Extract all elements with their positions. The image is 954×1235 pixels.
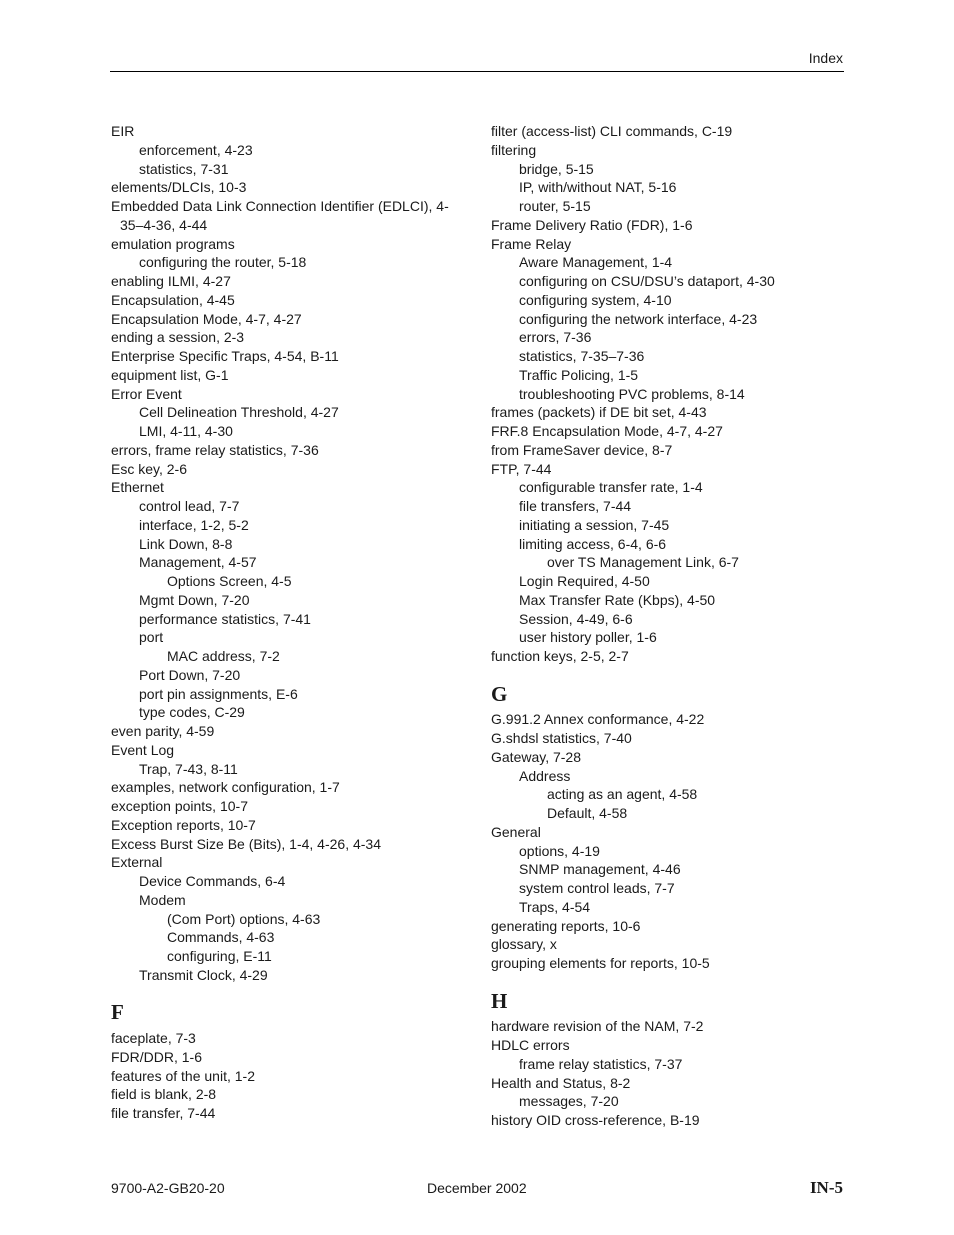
index-subentry: Modem — [139, 891, 186, 908]
index-subentry: Session, 4-49, 6-6 — [519, 610, 633, 627]
index-entry: faceplate, 7-3 — [111, 1030, 196, 1046]
index-entry: Frame Delivery Ratio (FDR), 1-6 — [491, 216, 693, 233]
index-subentry: IP, with/without NAT, 5-16 — [519, 179, 677, 196]
index-entry: Health and Status, 8-2 — [491, 1074, 631, 1091]
header-rule — [110, 71, 844, 72]
running-header: Index — [808, 50, 843, 66]
index-subentry: Commands, 4-63 — [167, 929, 275, 946]
index-subentry: configuring the network interface, 4-23 — [519, 310, 758, 327]
index-entry: ending a session, 2-3 — [111, 329, 245, 346]
index-section-letter: F — [111, 1000, 124, 1025]
index-subentry: Link Down, 8-8 — [139, 535, 233, 552]
index-entry: hardware revision of the NAM, 7-2 — [491, 1018, 704, 1035]
index-entry: EIR — [111, 123, 135, 139]
index-entry: Exception reports, 10-7 — [111, 816, 256, 833]
index-subentry: Port Down, 7-20 — [139, 666, 241, 683]
index-entry: filter (access-list) CLI commands, C-19 — [491, 123, 733, 139]
index-subentry: MAC address, 7-2 — [167, 648, 280, 664]
index-entry: Gateway, 7-28 — [491, 748, 582, 765]
index-subentry: control lead, 7-7 — [139, 498, 240, 514]
index-subentry: Mgmt Down, 7-20 — [139, 591, 250, 608]
index-subentry: configurable transfer rate, 1-4 — [519, 479, 703, 496]
index-entry: Error Event — [111, 385, 182, 402]
index-subentry: Default, 4-58 — [547, 805, 628, 821]
index-entry: FRF.8 Encapsulation Mode, 4-7, 4-27 — [491, 423, 723, 439]
index-subentry: initiating a session, 7-45 — [519, 516, 670, 533]
index-entry: Frame Relay — [491, 235, 572, 252]
index-subentry: Max Transfer Rate (Kbps), 4-50 — [519, 591, 716, 608]
index-entry: examples, network configuration, 1-7 — [111, 779, 340, 796]
index-entry: errors, frame relay statistics, 7-36 — [111, 441, 319, 458]
index-subentry: LMI, 4-11, 4-30 — [139, 423, 233, 439]
index-subentry: configuring the router, 5-18 — [139, 254, 307, 271]
index-entry: field is blank, 2-8 — [111, 1086, 217, 1103]
index-entry: function keys, 2-5, 2-7 — [491, 648, 629, 664]
index-subentry: port pin assignments, E-6 — [139, 685, 298, 702]
index-subentry: errors, 7-36 — [519, 329, 592, 346]
index-subentry: acting as an agent, 4-58 — [547, 786, 698, 803]
index-entry: features of the unit, 1-2 — [111, 1067, 255, 1084]
index-subentry: router, 5-15 — [519, 198, 591, 214]
index-entry: Excess Burst Size Be (Bits), 1-4, 4-26, 4-34 — [111, 835, 381, 852]
publication-date: December 2002 — [427, 1180, 527, 1196]
index-entry: emulation programs — [111, 235, 235, 252]
index-entry: FDR/DDR, 1-6 — [111, 1048, 203, 1065]
index-subentry: Transmit Clock, 4-29 — [139, 966, 268, 983]
index-subentry: statistics, 7-31 — [139, 160, 229, 177]
index-entry: General — [491, 823, 541, 840]
index-subentry: troubleshooting PVC problems, 8-14 — [519, 385, 745, 402]
index-subentry: Cell Delineation Threshold, 4-27 — [139, 404, 339, 421]
index-subentry: configuring, E-11 — [167, 948, 272, 964]
document-number: 9700-A2-GB20-20 — [111, 1180, 225, 1196]
index-subentry: Aware Management, 1-4 — [519, 254, 673, 271]
index-column-right — [491, 122, 844, 1130]
index-subentry: user history poller, 1-6 — [519, 629, 657, 646]
index-entry: elements/DLCIs, 10-3 — [111, 179, 247, 196]
index-entry: glossary, x — [491, 936, 557, 953]
index-entry: Ethernet — [111, 479, 164, 496]
index-subentry: Traffic Policing, 1-5 — [519, 366, 639, 383]
index-subentry: Device Commands, 6-4 — [139, 873, 286, 889]
index-subentry: type codes, C-29 — [139, 704, 245, 721]
index-entry: External — [111, 854, 163, 871]
index-subentry: SNMP management, 4-46 — [519, 861, 681, 878]
index-section-letter: G — [491, 681, 508, 706]
index-entry: equipment list, G-1 — [111, 366, 229, 383]
index-entry: filtering — [491, 141, 537, 158]
index-subentry: file transfers, 7-44 — [519, 498, 632, 514]
index-entry: Event Log — [111, 741, 175, 758]
index-entry: even parity, 4-59 — [111, 723, 215, 739]
index-entry: Enterprise Specific Traps, 4-54, B-11 — [111, 348, 339, 364]
index-subentry: options, 4-19 — [519, 842, 600, 859]
index-subentry: (Com Port) options, 4-63 — [167, 910, 321, 927]
index-entry: history OID cross-reference, B-19 — [491, 1112, 700, 1128]
index-subentry: bridge, 5-15 — [519, 160, 594, 177]
index-subentry: system control leads, 7-7 — [519, 880, 675, 896]
index-subentry: Traps, 4-54 — [519, 898, 591, 915]
index-subentry: frame relay statistics, 7-37 — [519, 1055, 683, 1072]
index-subentry: port — [139, 629, 164, 646]
index-entry: Encapsulation Mode, 4-7, 4-27 — [111, 310, 302, 327]
index-column-left — [111, 122, 461, 1123]
index-entry: G.991.2 Annex conformance, 4-22 — [491, 711, 705, 728]
index-entry: file transfer, 7-44 — [111, 1105, 216, 1121]
index-entry: exception points, 10-7 — [111, 798, 248, 814]
index-entry: enabling ILMI, 4-27 — [111, 273, 231, 289]
index-subentry: Options Screen, 4-5 — [167, 573, 292, 589]
index-subentry: configuring on CSU/DSU’s dataport, 4-30 — [519, 273, 775, 289]
index-subentry: Trap, 7-43, 8-11 — [139, 760, 238, 777]
index-entry: G.shdsl statistics, 7-40 — [491, 730, 632, 746]
index-subentry: limiting access, 6-4, 6-6 — [519, 535, 667, 552]
index-entry: HDLC errors — [491, 1037, 570, 1053]
page-number: IN-5 — [809, 1178, 843, 1197]
index-entry: Encapsulation, 4-45 — [111, 291, 235, 308]
index-entry: FTP, 7-44 — [491, 460, 552, 477]
index-subentry: configuring system, 4-10 — [519, 291, 672, 308]
index-entry: generating reports, 10-6 — [491, 917, 641, 934]
index-entry: grouping elements for reports, 10-5 — [491, 955, 710, 971]
index-subentry: enforcement, 4-23 — [139, 141, 253, 158]
index-entry: from FrameSaver device, 8-7 — [491, 441, 673, 458]
index-section-letter: H — [491, 988, 508, 1013]
index-subentry: Login Required, 4-50 — [519, 573, 650, 589]
index-subentry: messages, 7-20 — [519, 1093, 619, 1110]
index-subentry: performance statistics, 7-41 — [139, 610, 311, 627]
index-subentry: Address — [519, 767, 571, 784]
index-subentry: Management, 4-57 — [139, 554, 257, 571]
index-subentry: interface, 1-2, 5-2 — [139, 516, 249, 533]
index-entry: Esc key, 2-6 — [111, 460, 187, 477]
index-subentry: statistics, 7-35–7-36 — [519, 348, 645, 364]
index-subentry: over TS Management Link, 6-7 — [547, 554, 739, 571]
index-entry: frames (packets) if DE bit set, 4-43 — [491, 404, 707, 421]
index-entry: Embedded Data Link Connection Identifier (EDLCI), 4-35–4-36, 4-44 — [111, 198, 449, 233]
